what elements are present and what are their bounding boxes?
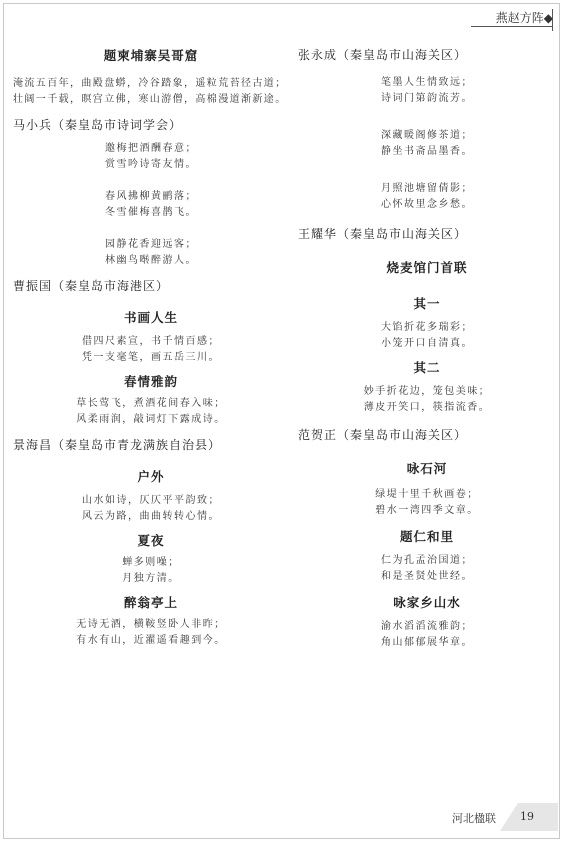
author-name: 王耀华（秦皇岛市山海关区） (298, 227, 468, 241)
poem-title: 咏石河 (406, 461, 448, 476)
poem-title: 书画人生 (123, 310, 178, 325)
poem-title: 户外 (137, 469, 165, 484)
poem-line: 山水如诗，仄仄平平韵致； (82, 495, 220, 506)
right-column (298, 40, 556, 651)
poem-line: 笔墨人生情致远； (381, 77, 473, 88)
poem-line: 蝉多则噪； (122, 557, 180, 568)
poem-line: 春风拂柳黄鹂落； (105, 191, 197, 202)
author-name: 曹振国（秦皇岛市海港区） (13, 279, 170, 293)
poem-line: 绿堤十里千秋画卷； (375, 489, 479, 500)
poem-line: 深藏暖阁修茶道； (381, 130, 473, 141)
poem-line: 淹流五百年，曲殿盘蟒，冷谷踏象，遥粒荒苔径古道； (13, 78, 287, 89)
poem-title: 咏家乡山水 (393, 595, 461, 610)
poem-line: 大馅折花多瑞彩； (381, 322, 473, 333)
left-column (13, 40, 289, 649)
poem-title: 烧麦馆门首联 (386, 260, 468, 275)
poem-line: 无诗无酒，横鞍竖卧人非昨； (76, 619, 226, 630)
poem-line: 邀梅把酒酬春意； (105, 143, 197, 154)
poem-line: 渝水滔滔流雅韵； (381, 621, 473, 632)
author-name: 马小兵（秦皇岛市诗词学会） (13, 118, 183, 132)
page-number: 19 (520, 810, 534, 823)
poem-subtitle: 其一 (413, 296, 441, 311)
poem-line: 赏雪吟诗寄友情。 (105, 159, 197, 170)
poem-line: 碧水一湾四季文章。 (375, 505, 479, 516)
poem-line: 小笼开口自清真。 (381, 338, 473, 349)
poem-line: 薄皮开笑口，筷指流香。 (363, 402, 491, 413)
poem-line: 冬雪催梅喜鹊飞。 (105, 207, 197, 218)
poem-title: 题仁和里 (399, 529, 454, 544)
poem-line: 和是圣贤处世经。 (381, 571, 473, 582)
poem-line: 月独方清。 (122, 573, 180, 584)
poem-line: 妙手折花边，笼包美味； (363, 386, 491, 397)
diamond-icon: ◆ (543, 11, 553, 25)
poem-title: 春情雅韵 (123, 374, 178, 389)
poem-title: 夏夜 (137, 533, 165, 548)
poem-line: 壮阔一千载，暝宫立佛，寒山游僧，高棉漫道渐新途。 (13, 94, 287, 105)
section-header (496, 9, 553, 26)
header-vline (552, 9, 553, 31)
poem-line: 诗词门第韵流芳。 (381, 93, 473, 104)
poem-subtitle: 其二 (413, 360, 441, 375)
poem-line: 园静花香迎远客； (105, 239, 197, 250)
poem-title: 题柬埔寨吴哥窟 (103, 48, 199, 63)
poem-line: 心怀故里念乡愁。 (381, 199, 473, 210)
poem-line: 风云为路，曲曲转转心情。 (82, 511, 220, 522)
poem-line: 静坐书斋品墨香。 (381, 146, 473, 157)
section-title: 燕赵方阵 (495, 11, 544, 25)
poem-line: 有水有山，近濯遥看趣到今。 (76, 635, 226, 646)
poem-line: 风柔雨润，敲词灯下露成诗。 (76, 414, 226, 425)
poem-line: 凭一支毫笔，画五岳三川。 (82, 352, 220, 363)
poem-line: 借四尺素宣，书千情百感； (82, 336, 220, 347)
poem-line: 草长莺飞，煮酒花间春入味； (76, 398, 226, 409)
poem-line: 仁为孔孟治国道； (381, 555, 473, 566)
author-name: 范贺正（秦皇岛市山海关区） (298, 428, 468, 442)
poem-line: 角山郁郁展华章。 (381, 637, 473, 648)
author-name: 景海昌（秦皇岛市青龙满族自治县） (13, 438, 222, 452)
journal-name: 河北楹联 (452, 812, 496, 825)
author-name: 张永成（秦皇岛市山海关区） (298, 48, 468, 62)
poem-line: 林幽鸟啭醉游人。 (105, 255, 197, 266)
poem-line: 月照池塘留倩影； (381, 183, 473, 194)
header-rule (471, 26, 553, 27)
poem-title: 醉翁亭上 (123, 595, 178, 610)
